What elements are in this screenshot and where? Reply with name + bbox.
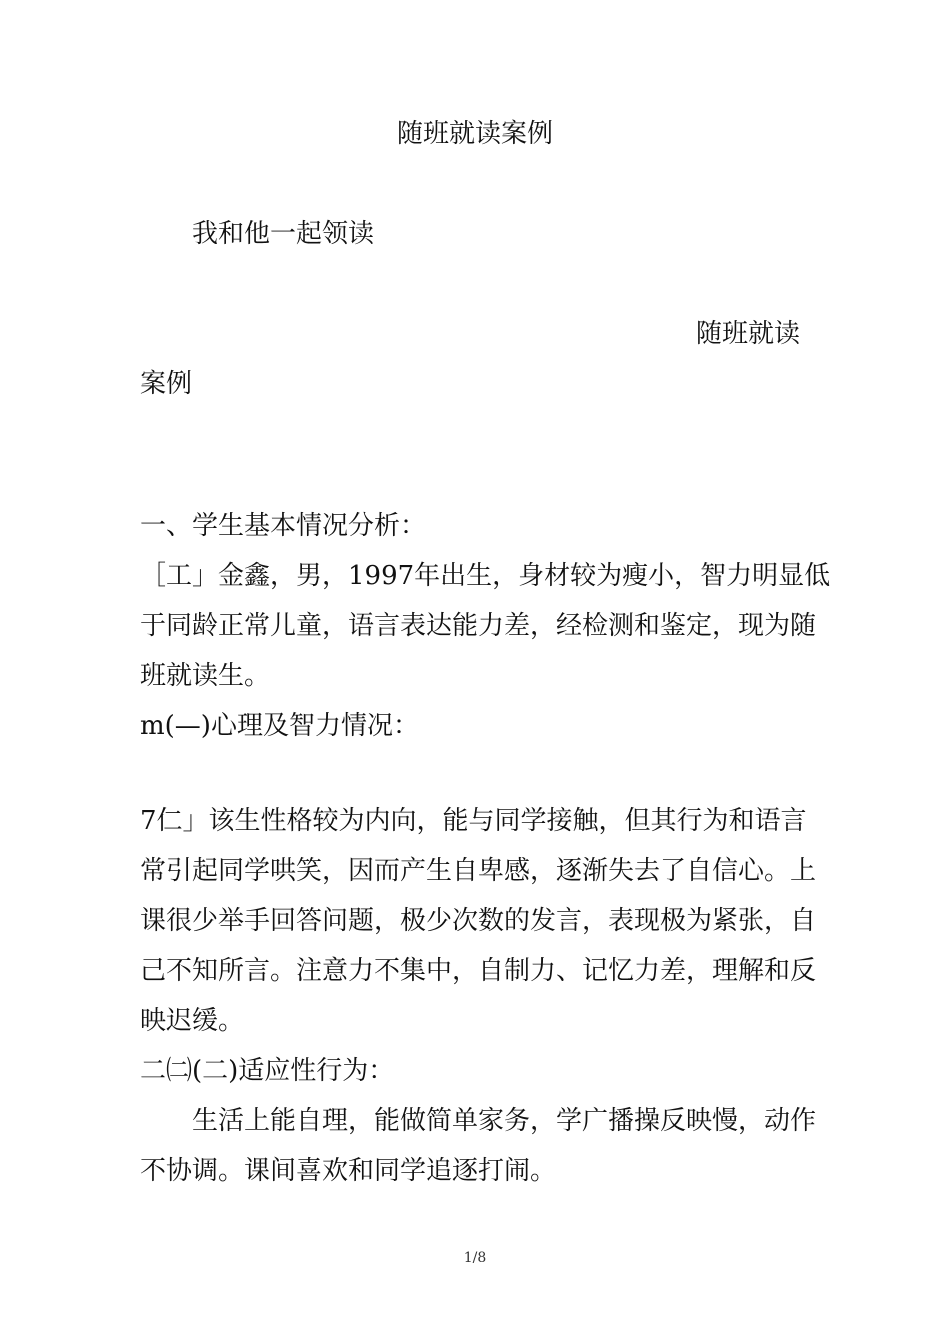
- subsection-heading-adaptive-behavior: 二㈡(二)适应性行为：: [140, 1056, 395, 1086]
- paragraph-line: 课很少举手回答问题，极少次数的发言，表现极为紧张，自: [140, 906, 817, 936]
- paragraph-line: 生活上能自理，能做简单家务，学广播操反映慢，动作: [192, 1106, 817, 1136]
- paragraph-line: 己不知所言。注意力不集中，自制力、记忆力差，理解和反: [140, 956, 817, 986]
- paragraph-line: 不协调。课间喜欢和同学追逐打闹。: [140, 1156, 557, 1186]
- paragraph-line: 于同龄正常儿童，语言表达能力差，经检测和鉴定，现为随: [140, 611, 817, 641]
- paragraph-line: 映迟缓。: [140, 1006, 245, 1036]
- paragraph-line: 常引起同学哄笑，因而产生自卑感，逐渐失去了自信心。上: [140, 856, 817, 886]
- paragraph-line: ［工」金鑫，男，1997年出生，身材较为瘦小，智力明显低: [140, 561, 831, 591]
- paragraph-line: 班就读生。: [140, 661, 271, 691]
- right-heading-continued: 案例: [140, 369, 193, 399]
- subsection-heading-psychology: m(—)心理及智力情况：: [140, 711, 419, 741]
- page-number: 1/8: [463, 1250, 487, 1266]
- paragraph-line: 7仁」该生性格较为内向，能与同学接触，但其行为和语言: [140, 806, 807, 836]
- page-title: 随班就读案例: [396, 119, 553, 149]
- subtitle: 我和他一起领读: [192, 219, 375, 249]
- section-heading-basic-info: 一、学生基本情况分析：: [140, 511, 427, 541]
- right-heading: 随班就读: [695, 319, 800, 349]
